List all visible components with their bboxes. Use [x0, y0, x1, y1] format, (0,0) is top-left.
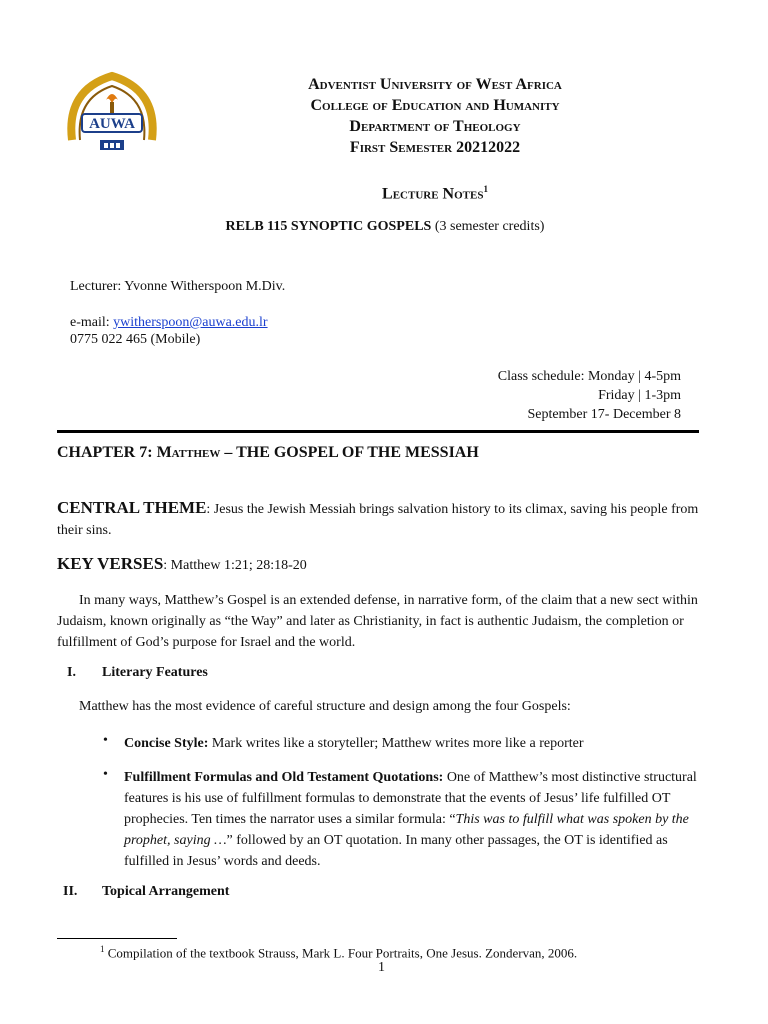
chapter-heading — [57, 444, 479, 462]
bullet-1-title: Concise Style: — [124, 736, 209, 751]
bullet-2-text-end: ” followed by an OT quotation. In many other passages, the OT is identified as fulfilled in Jesus’ words and deeds. — [124, 833, 668, 869]
header-divider — [57, 430, 699, 433]
phone-line: 0775 022 465 (Mobile) — [70, 332, 201, 347]
bullet-2-text: One of Matthew’s most distinctive structural features is his use of fulfillment formulas to demonstrate that the events of Jesus’ life fulfilled OT prophecies. Ten times the narrator uses a similar formula: “ — [124, 770, 697, 827]
lecture-notes-label: Lecture Notes — [382, 185, 484, 203]
course-code-title: RELB 115 SYNOPTIC GOSPELS — [225, 219, 432, 234]
footnote-text: Compilation of the textbook Strauss, Mark L. Four Portraits, One Jesus. Zondervan, 2006. — [104, 945, 578, 961]
college-name: College of Education and Humanity — [310, 97, 560, 114]
email-label: e-mail: — [70, 315, 114, 330]
department-name: Department of Theology — [349, 118, 521, 135]
footnote-divider — [57, 938, 177, 939]
section-1-lead: Matthew has the most evidence of careful structure and design among the four Gospels: — [79, 699, 571, 714]
bullet-1-text: Mark writes like a storyteller; Matthew writes more like a reporter — [208, 736, 584, 751]
footnote-mark: 1 — [100, 944, 105, 954]
course-credits: (3 semester credits) — [434, 219, 545, 234]
section-2-number: II. — [63, 884, 78, 899]
class-schedule — [498, 367, 681, 424]
key-verses-label: KEY VERSES — [57, 554, 164, 573]
schedule-line-3: September 17- December 8 — [527, 407, 681, 422]
bullet-item — [124, 733, 704, 754]
bullet-marker: • — [103, 733, 108, 748]
central-theme-label: CENTRAL THEME — [57, 498, 207, 517]
chapter-prefix: CHAPTER 7: — [57, 444, 157, 461]
university-name: Adventist University of West Africa — [308, 76, 562, 93]
footnote — [100, 944, 577, 961]
logo-text: AUWA — [89, 116, 135, 132]
section-1-number: I. — [67, 665, 76, 680]
lecturer-line: Lecturer: Yvonne Witherspoon M.Div. — [70, 279, 286, 294]
chapter-book: Matthew — [156, 444, 221, 461]
bullet-item — [124, 767, 704, 872]
bullet-marker: • — [103, 767, 108, 782]
page-number: 1 — [378, 960, 385, 975]
schedule-line-2: Friday | 1-3pm — [598, 388, 681, 403]
chapter-title-rest: – THE GOSPEL OF THE MESSIAH — [220, 444, 479, 461]
schedule-line-1: Class schedule: Monday | 4-5pm — [497, 369, 681, 384]
intro-paragraph: In many ways, Matthew’s Gospel is an extended defense, in narrative form, of the claim that a new sect within Judaism, known originally as “the Way” and later as Christianity, in fact is authentic Judaism, the completion or fulfillment of God’s purpose for Israel and the world. — [57, 593, 698, 650]
email-link[interactable]: ywitherspoon@auwa.edu.lr — [113, 315, 268, 330]
section-1-title: Literary Features — [102, 665, 208, 680]
central-theme-text: : Jesus the Jewish Messiah brings salvation history to its climax, saving his people from their sins. — [57, 502, 699, 538]
university-logo — [62, 70, 162, 158]
bullet-2-quote: This was to fulfill what was spoken by the prophet, saying … — [124, 812, 689, 848]
footnote-ref: 1 — [483, 184, 488, 194]
key-verses-text: : Matthew 1:21; 28:18-20 — [163, 558, 307, 573]
auwa-crest-icon — [62, 70, 162, 158]
section-2-title: Topical Arrangement — [102, 884, 230, 899]
central-theme — [57, 497, 707, 541]
key-verses — [57, 553, 707, 576]
bullet-2-title: Fulfillment Formulas and Old Testament Quotations: — [124, 770, 444, 785]
course-line — [150, 219, 620, 235]
lecture-notes-title — [200, 179, 670, 204]
semester-line: First Semester 20212022 — [349, 139, 521, 156]
